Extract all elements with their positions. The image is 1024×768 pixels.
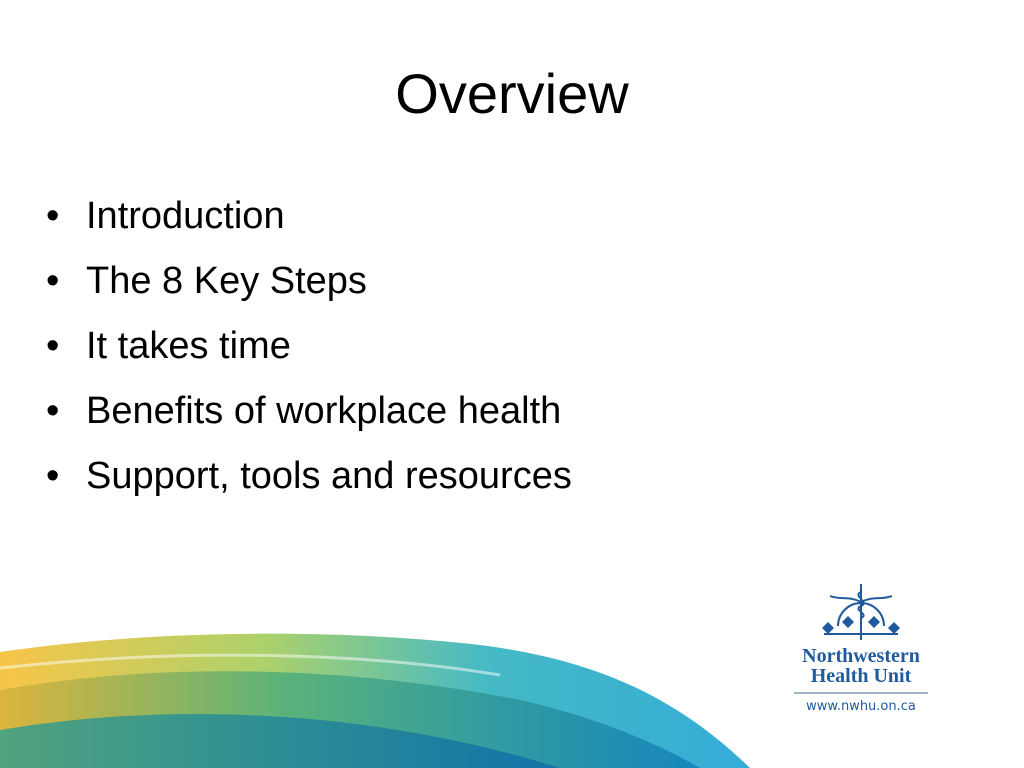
bullet-icon: • <box>46 390 60 432</box>
bullet-icon: • <box>46 260 60 302</box>
list-item <box>46 251 572 316</box>
slide-title: Overview <box>395 62 629 125</box>
list-item <box>46 186 572 251</box>
bullet-icon: • <box>46 195 60 237</box>
list-item <box>46 316 572 381</box>
logo-name <box>790 646 932 686</box>
bullet-list <box>46 186 572 511</box>
logo-divider <box>794 692 928 694</box>
logo-line-2: Health Unit <box>810 665 912 687</box>
list-item <box>46 446 572 511</box>
bullet-text: Introduction <box>86 195 285 237</box>
bullet-text: It takes time <box>86 325 291 367</box>
caduceus-emblem-icon <box>816 582 906 642</box>
bullet-text: Benefits of workplace health <box>86 390 562 432</box>
bullet-text: Support, tools and resources <box>86 455 572 497</box>
organization-logo <box>790 582 932 724</box>
list-item <box>46 381 572 446</box>
bullet-icon: • <box>46 325 60 367</box>
logo-url: www.nwhu.on.ca <box>806 699 916 714</box>
logo-line-1: Northwestern <box>802 645 920 667</box>
bullet-icon: • <box>46 455 60 497</box>
bullet-text: The 8 Key Steps <box>86 260 367 302</box>
